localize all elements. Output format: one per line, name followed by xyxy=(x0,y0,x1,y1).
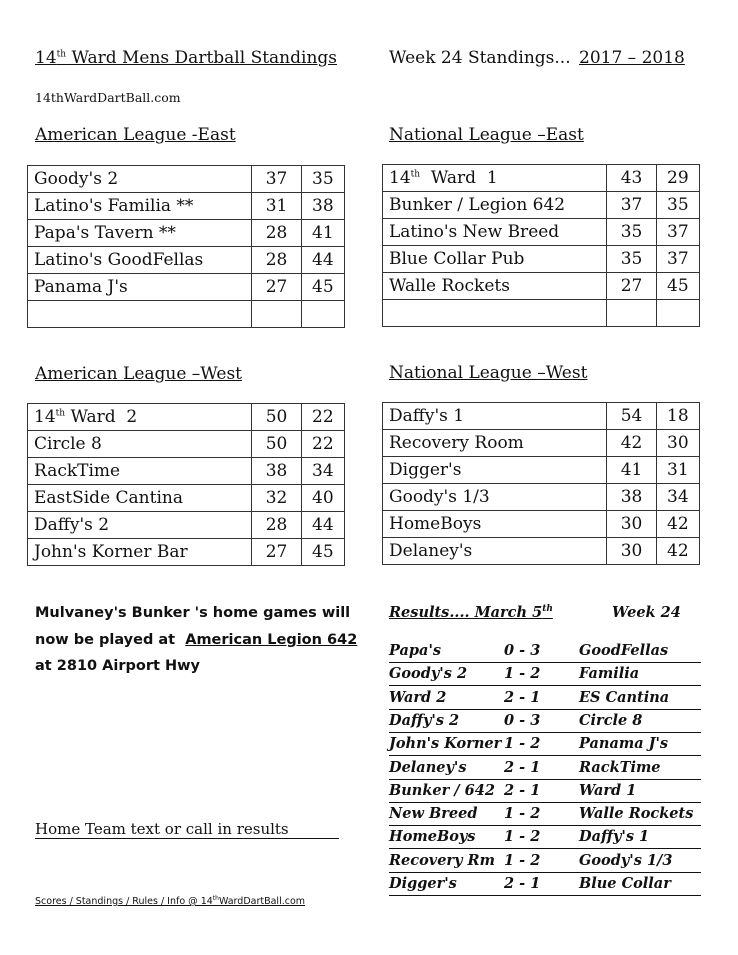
losses-cell: 18 xyxy=(656,403,699,430)
season-label: 2017 – 2018 xyxy=(579,48,685,68)
losses-cell xyxy=(301,301,344,328)
table-row xyxy=(28,512,345,539)
team-name: HomeBoys xyxy=(383,511,607,538)
results-date: Results.... March 5th xyxy=(389,604,553,621)
page-title: 14th Ward Mens Dartball Standings xyxy=(35,48,338,68)
team-name: Latino's GoodFellas xyxy=(28,247,252,274)
wins-cell: 32 xyxy=(252,485,301,512)
result-row xyxy=(389,735,701,756)
table-row xyxy=(28,458,345,485)
losses-cell xyxy=(656,300,699,327)
team-name: Circle 8 xyxy=(28,431,252,458)
table-row xyxy=(28,404,345,431)
table-row xyxy=(383,219,700,246)
result-home-team: Ward 2 xyxy=(389,688,447,706)
team-name: Daffy's 2 xyxy=(28,512,252,539)
wins-cell: 42 xyxy=(607,430,656,457)
losses-cell: 30 xyxy=(656,430,699,457)
team-name: Latino's Familia ** xyxy=(28,193,252,220)
result-score: 1 - 2 xyxy=(504,828,541,846)
wins-cell: 28 xyxy=(252,247,301,274)
wins-cell: 50 xyxy=(252,404,301,431)
wins-cell: 27 xyxy=(252,274,301,301)
wins-cell: 35 xyxy=(607,219,656,246)
nl-west-heading: National League –West xyxy=(389,363,588,383)
wins-cell: 38 xyxy=(252,458,301,485)
nl-east-heading: National League –East xyxy=(389,125,584,145)
result-row xyxy=(389,665,701,686)
result-row xyxy=(389,828,701,849)
result-score: 0 - 3 xyxy=(504,711,541,729)
result-home-team: Digger's xyxy=(389,875,457,892)
losses-cell: 40 xyxy=(301,485,344,512)
website-link[interactable]: 14thWardDartBall.com xyxy=(35,90,181,105)
losses-cell: 22 xyxy=(301,404,344,431)
table-row xyxy=(28,193,345,220)
result-score: 2 - 1 xyxy=(504,781,541,799)
al-east-standings-table xyxy=(27,165,345,328)
results-heading xyxy=(389,604,699,621)
team-name: 14th Ward 1 xyxy=(383,165,607,192)
wins-cell: 50 xyxy=(252,431,301,458)
team-name: Daffy's 1 xyxy=(383,403,607,430)
result-home-team: John's Korner xyxy=(389,735,502,753)
results-week: Week 24 xyxy=(612,604,681,621)
al-west-heading: American League –West xyxy=(35,364,243,384)
footer-links: Scores / Standings / Rules / Info @ 14thWardDartBall.com xyxy=(35,894,306,907)
team-name: EastSide Cantina xyxy=(28,485,252,512)
result-score: 1 - 2 xyxy=(504,805,541,823)
result-row xyxy=(389,782,701,803)
result-home-team: Goody's 2 xyxy=(389,665,468,683)
result-home-team: HomeBoys xyxy=(389,828,476,846)
table-row xyxy=(383,246,700,273)
result-score: 2 - 1 xyxy=(504,875,541,892)
home-team-note: Home Team text or call in results xyxy=(35,820,339,839)
team-name: Digger's xyxy=(383,457,607,484)
result-score: 1 - 2 xyxy=(504,735,541,753)
table-row xyxy=(28,485,345,512)
result-away-team: Daffy's 1 xyxy=(579,828,650,846)
table-row xyxy=(28,166,345,193)
al-east-heading: American League -East xyxy=(35,125,236,145)
losses-cell: 34 xyxy=(656,484,699,511)
team-name: Blue Collar Pub xyxy=(383,246,607,273)
table-row xyxy=(383,538,700,565)
team-name xyxy=(28,301,252,328)
result-away-team: GoodFellas xyxy=(579,642,669,659)
losses-cell: 37 xyxy=(656,219,699,246)
team-name: Walle Rockets xyxy=(383,273,607,300)
notice-line-1: Mulvaney's Bunker 's home games will xyxy=(35,605,351,621)
wins-cell: 41 xyxy=(607,457,656,484)
table-row xyxy=(28,274,345,301)
nl-east-standings-table xyxy=(382,164,700,327)
nl-west-standings-table xyxy=(382,402,700,565)
table-row xyxy=(383,484,700,511)
result-home-team: Bunker / 642 xyxy=(389,781,495,799)
losses-cell: 45 xyxy=(656,273,699,300)
wins-cell: 38 xyxy=(607,484,656,511)
result-row xyxy=(389,759,701,780)
losses-cell: 45 xyxy=(301,274,344,301)
table-row xyxy=(383,165,700,192)
table-row xyxy=(383,273,700,300)
table-row xyxy=(28,220,345,247)
result-row xyxy=(389,875,701,896)
result-away-team: Familia xyxy=(579,665,640,683)
losses-cell: 35 xyxy=(656,192,699,219)
team-name: Recovery Room xyxy=(383,430,607,457)
result-away-team: Goody's 1/3 xyxy=(579,851,673,869)
team-name: Papa's Tavern ** xyxy=(28,220,252,247)
result-row xyxy=(389,689,701,710)
table-row xyxy=(383,430,700,457)
table-row xyxy=(383,192,700,219)
table-row xyxy=(28,431,345,458)
table-row xyxy=(383,403,700,430)
wins-cell: 31 xyxy=(252,193,301,220)
result-away-team: Walle Rockets xyxy=(579,805,694,823)
table-row xyxy=(383,300,700,327)
team-name: Panama J's xyxy=(28,274,252,301)
losses-cell: 42 xyxy=(656,538,699,565)
al-west-standings-table xyxy=(27,403,345,566)
wins-cell: 35 xyxy=(607,246,656,273)
result-home-team: New Breed xyxy=(389,805,478,823)
losses-cell: 37 xyxy=(656,246,699,273)
team-name: Bunker / Legion 642 xyxy=(383,192,607,219)
team-name: RackTime xyxy=(28,458,252,485)
result-away-team: Blue Collar xyxy=(579,875,671,892)
losses-cell: 22 xyxy=(301,431,344,458)
losses-cell: 29 xyxy=(656,165,699,192)
losses-cell: 35 xyxy=(301,166,344,193)
wins-cell: 37 xyxy=(252,166,301,193)
wins-cell: 43 xyxy=(607,165,656,192)
legion-link: American Legion 642 xyxy=(185,632,358,648)
result-row xyxy=(389,642,701,663)
losses-cell: 42 xyxy=(656,511,699,538)
losses-cell: 31 xyxy=(656,457,699,484)
losses-cell: 34 xyxy=(301,458,344,485)
result-score: 1 - 2 xyxy=(504,665,541,683)
table-row xyxy=(28,301,345,328)
losses-cell: 41 xyxy=(301,220,344,247)
wins-cell: 28 xyxy=(252,512,301,539)
week-title: Week 24 Standings... xyxy=(389,48,571,68)
team-name: Goody's 2 xyxy=(28,166,252,193)
result-score: 2 - 1 xyxy=(504,758,541,776)
wins-cell: 54 xyxy=(607,403,656,430)
result-row xyxy=(389,852,701,873)
result-away-team: RackTime xyxy=(579,758,661,776)
wins-cell: 27 xyxy=(607,273,656,300)
team-name: Delaney's xyxy=(383,538,607,565)
wins-cell: 30 xyxy=(607,511,656,538)
result-home-team: Papa's xyxy=(389,642,442,659)
team-name: Latino's New Breed xyxy=(383,219,607,246)
table-row xyxy=(28,247,345,274)
result-row xyxy=(389,805,701,826)
wins-cell xyxy=(252,301,301,328)
wins-cell: 27 xyxy=(252,539,301,566)
notice-line-3: at 2810 Airport Hwy xyxy=(35,658,200,674)
table-row xyxy=(28,539,345,566)
result-away-team: Circle 8 xyxy=(579,711,643,729)
wins-cell: 28 xyxy=(252,220,301,247)
notice-line-2: now be played at American Legion 642 xyxy=(35,632,358,648)
result-home-team: Daffy's 2 xyxy=(389,711,460,729)
wins-cell: 30 xyxy=(607,538,656,565)
team-name: Goody's 1/3 xyxy=(383,484,607,511)
losses-cell: 45 xyxy=(301,539,344,566)
result-score: 0 - 3 xyxy=(504,642,541,659)
table-row xyxy=(383,511,700,538)
result-away-team: ES Cantina xyxy=(579,688,670,706)
losses-cell: 44 xyxy=(301,512,344,539)
team-name xyxy=(383,300,607,327)
result-away-team: Ward 1 xyxy=(579,781,637,799)
result-row xyxy=(389,712,701,733)
losses-cell: 38 xyxy=(301,193,344,220)
team-name: John's Korner Bar xyxy=(28,539,252,566)
result-score: 1 - 2 xyxy=(504,851,541,869)
result-score: 2 - 1 xyxy=(504,688,541,706)
wins-cell xyxy=(607,300,656,327)
result-home-team: Delaney's xyxy=(389,758,467,776)
wins-cell: 37 xyxy=(607,192,656,219)
result-away-team: Panama J's xyxy=(579,735,669,753)
table-row xyxy=(383,457,700,484)
result-home-team: Recovery Rm xyxy=(389,851,495,869)
team-name: 14th Ward 2 xyxy=(28,404,252,431)
losses-cell: 44 xyxy=(301,247,344,274)
